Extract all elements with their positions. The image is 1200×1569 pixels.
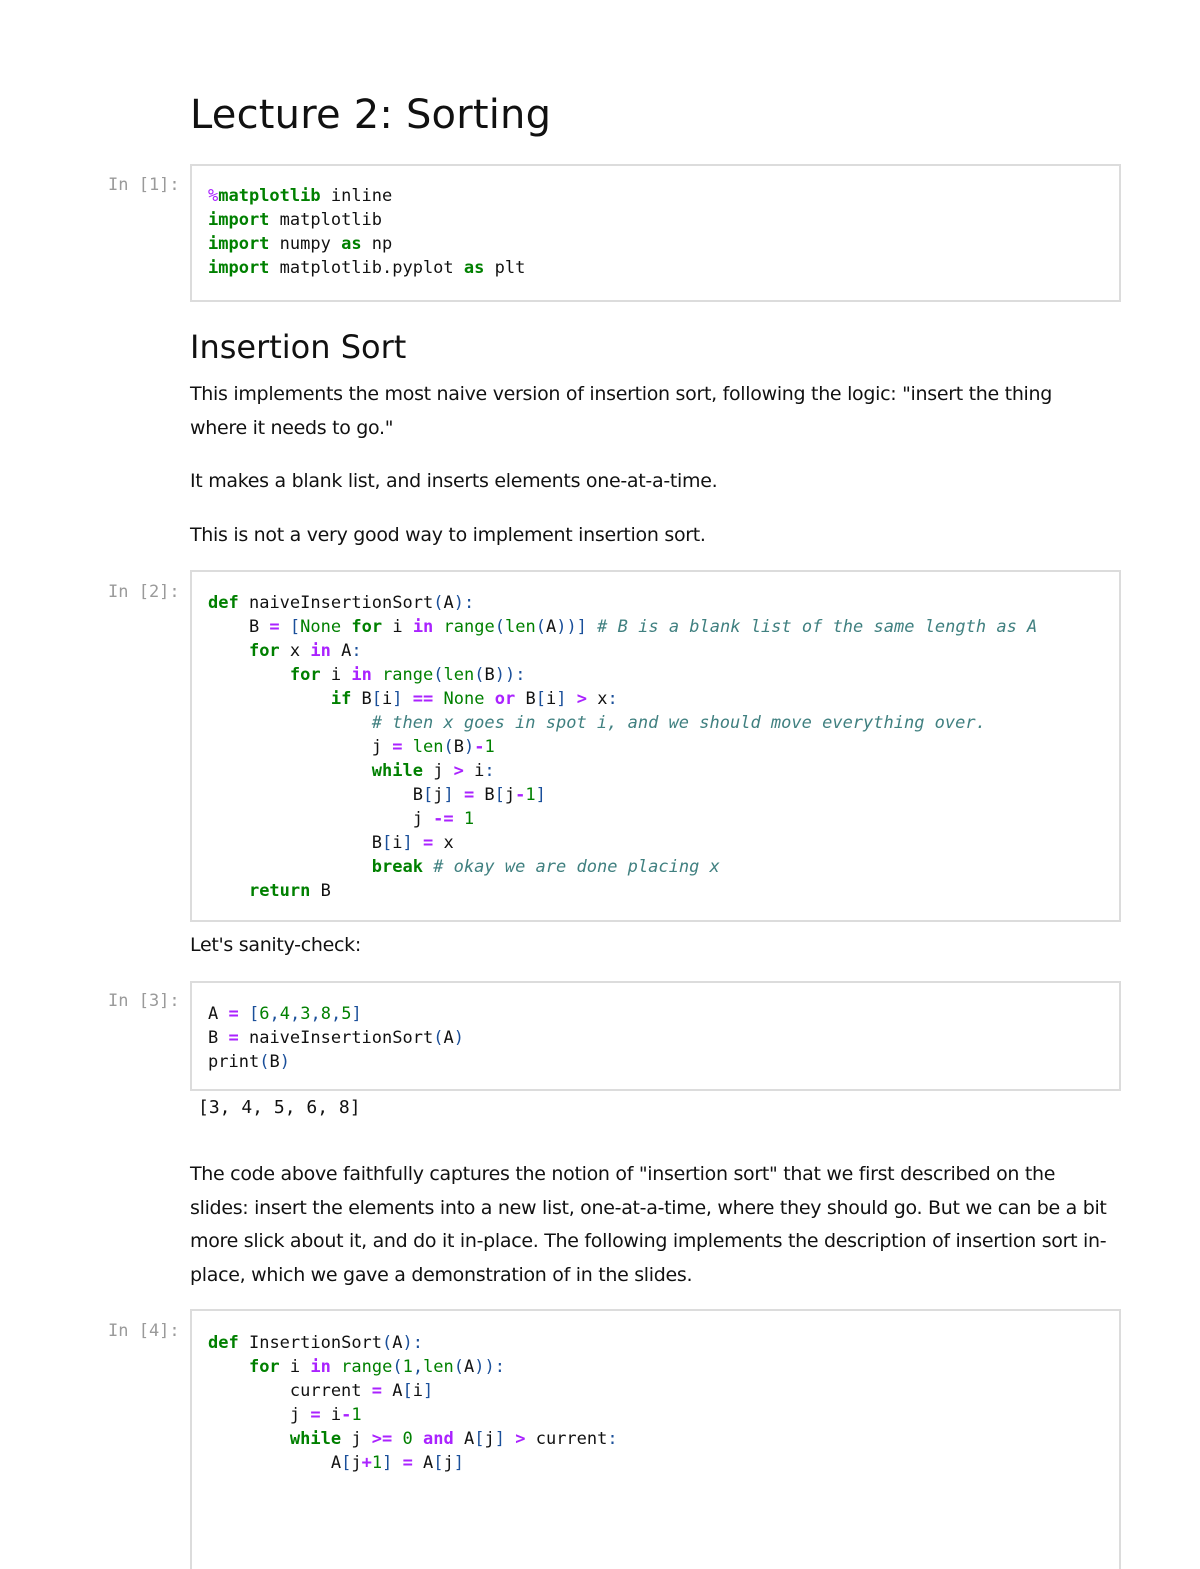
- code-line: while j >= 0 and A[j] > current:: [289, 1429, 618, 1449]
- cell-output-3: [3, 4, 5, 6, 8]: [198, 1097, 361, 1118]
- paragraph: This implements the most naive version of insertion sort, following the logic: "insert the thing where it needs to go.": [190, 383, 1053, 439]
- code-line: while j > i:: [371, 761, 495, 781]
- code-line: j = len(B)-1: [208, 737, 495, 757]
- code-cell-3[interactable]: [190, 981, 1121, 1091]
- code-line: break # okay we are done placing x: [371, 857, 720, 877]
- code-line: j = i-1: [208, 1405, 362, 1425]
- code-line: print(B): [208, 1052, 290, 1072]
- code-line: import matplotlib: [208, 210, 383, 230]
- code-line: for i in range(len(B)):: [289, 665, 526, 685]
- paragraph: The code above faithfully captures the notion of "insertion sort" that we first described on the slides: insert the elements into a new list, one-at-a-time, where they should go. But we can be a bit more slick about it, and do it in-place. The following implements the description of insertion sort in-place, which we gave a demonstration of in the slides.: [190, 1163, 1107, 1286]
- code-line: for i in range(1,len(A)):: [248, 1357, 505, 1377]
- code-line: B[j] = B[j-1]: [208, 785, 546, 805]
- code-line: %matplotlib inline: [208, 186, 393, 206]
- code-line: import numpy as np: [208, 234, 393, 254]
- code-line: if B[i] == None or B[i] > x:: [330, 689, 618, 709]
- paragraph: It makes a blank list, and inserts elements one-at-a-time.: [190, 470, 718, 492]
- code-block-4: [208, 1331, 618, 1475]
- code-line: B[i] = x: [208, 833, 454, 853]
- code-line: A = [6,4,3,8,5]: [208, 1004, 362, 1024]
- paragraph: Let's sanity-check:: [190, 934, 361, 956]
- cell-prompt-4: In [4]:: [108, 1321, 180, 1341]
- code-line: current = A[i]: [208, 1381, 434, 1401]
- code-line: def InsertionSort(A):: [208, 1333, 424, 1353]
- cell-prompt-2: In [2]:: [108, 582, 180, 602]
- code-line: B = [None for i in range(len(A))] # B is a blank list of the same length as A: [208, 617, 1038, 637]
- section-heading: Insertion Sort: [190, 328, 407, 366]
- code-cell-4[interactable]: [190, 1309, 1121, 1569]
- paragraph: This is not a very good way to implement insertion sort.: [190, 524, 706, 546]
- code-line: B = naiveInsertionSort(A): [208, 1028, 464, 1048]
- code-line: # then x goes in spot i, and we should move everything over.: [371, 713, 986, 733]
- code-block-3: [208, 1002, 464, 1074]
- code-line: import matplotlib.pyplot as plt: [208, 258, 526, 278]
- cell-prompt-1: In [1]:: [108, 175, 180, 195]
- code-line: return B: [248, 881, 331, 901]
- code-block-2: [208, 591, 1037, 903]
- code-line: j -= 1: [208, 809, 475, 829]
- page-title: Lecture 2: Sorting: [190, 92, 552, 138]
- code-line: for x in A:: [248, 641, 362, 661]
- code-block-1: [208, 184, 525, 280]
- cell-prompt-3: In [3]:: [108, 991, 180, 1011]
- code-cell-1[interactable]: [190, 164, 1121, 302]
- code-cell-2[interactable]: [190, 570, 1121, 922]
- code-line: A[j+1] = A[j]: [208, 1453, 465, 1473]
- code-line: def naiveInsertionSort(A):: [208, 593, 475, 613]
